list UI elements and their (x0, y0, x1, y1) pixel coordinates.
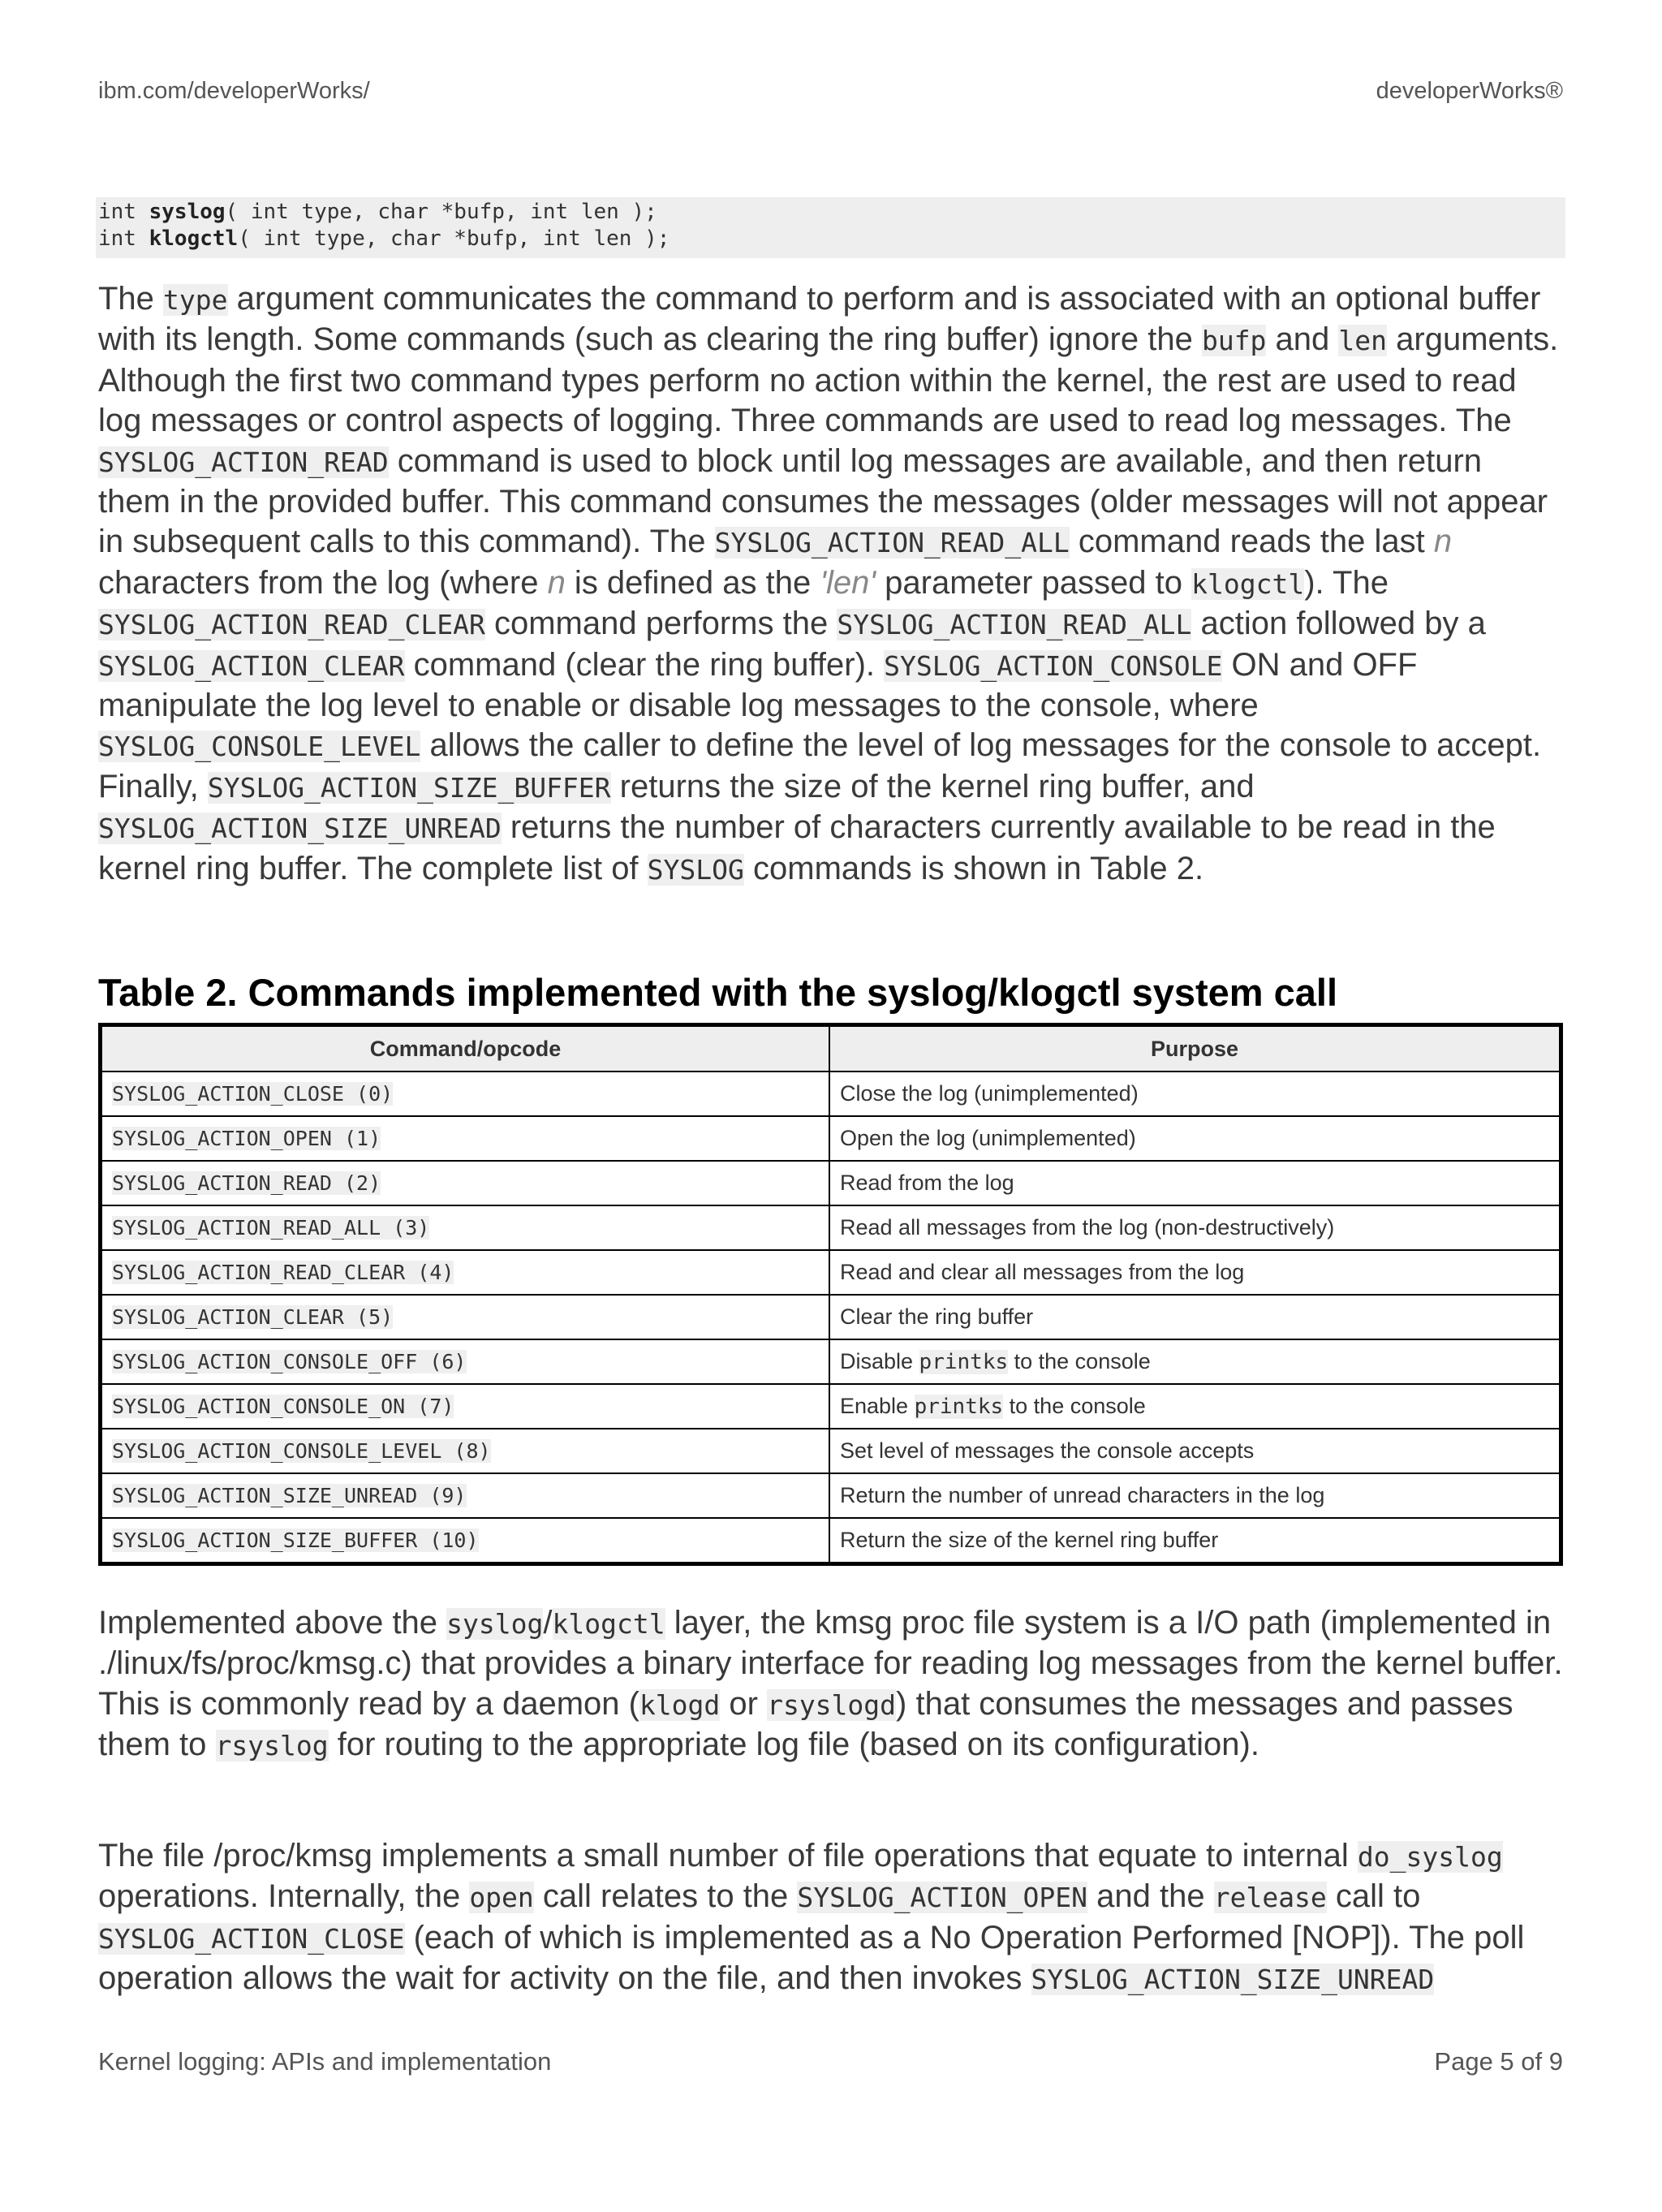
command-cell: SYSLOG_ACTION_OPEN (1) (112, 1127, 381, 1150)
command-cell: SYSLOG_ACTION_CLEAR (5) (112, 1305, 394, 1329)
table-header-row (101, 1025, 1561, 1072)
table-row (101, 1295, 1561, 1339)
command-cell: SYSLOG_ACTION_READ (2) (112, 1171, 381, 1195)
purpose-cell: Return the size of the kernel ring buffer (829, 1518, 1561, 1564)
paragraph-proc-kmsg-operations: The file /proc/kmsg implements a small number of file operations that equate to internal do_syslog operations. Internally, the open call relates to the SYSLOG_ACTION_OPEN and the release call to SYSLOG_ACTION_CLOSE (each of which is implemented as a No Operation Performed [NOP]). The poll operation allows the wait for activity on the file, and then invokes SYSLOG_ACTION_SIZE_UNREAD (98, 1838, 1525, 1997)
purpose-cell: Close the log (unimplemented) (829, 1072, 1561, 1116)
commands-table (98, 1023, 1563, 1566)
document-page (98, 0, 1563, 2212)
command-cell: SYSLOG_ACTION_SIZE_UNREAD (9) (112, 1484, 467, 1507)
table-row (101, 1429, 1561, 1473)
column-header-command: Command/opcode (101, 1025, 830, 1072)
command-cell: SYSLOG_ACTION_CONSOLE_OFF (6) (112, 1350, 467, 1373)
purpose-cell: Disable printks to the console (829, 1339, 1561, 1384)
column-header-purpose: Purpose (829, 1025, 1561, 1072)
purpose-cell: Read all messages from the log (non-destructively) (829, 1205, 1561, 1250)
header-url: ibm.com/developerWorks/ (98, 78, 370, 104)
table-row (101, 1518, 1561, 1564)
command-cell: SYSLOG_ACTION_SIZE_BUFFER (10) (112, 1529, 479, 1552)
purpose-cell: Enable printks to the console (829, 1384, 1561, 1429)
footer-title: Kernel logging: APIs and implementation (98, 2047, 552, 2076)
command-cell: SYSLOG_ACTION_CLOSE (0) (112, 1082, 394, 1106)
command-cell: SYSLOG_ACTION_CONSOLE_LEVEL (8) (112, 1439, 491, 1463)
purpose-cell: Open the log (unimplemented) (829, 1116, 1561, 1161)
code-block (96, 197, 1565, 258)
purpose-cell: Return the number of unread characters in the log (829, 1473, 1561, 1518)
table-row (101, 1473, 1561, 1518)
table-row (101, 1116, 1561, 1161)
table-title: Table 2. Commands implemented with the syslog/klogctl system call (98, 971, 1338, 1014)
table-row (101, 1384, 1561, 1429)
table-row (101, 1250, 1561, 1295)
command-cell: SYSLOG_ACTION_CONSOLE_ON (7) (112, 1395, 454, 1418)
paragraph-kmsg-proc: Implemented above the syslog/klogctl layer, the kmsg proc file system is a I/O path (implemented in ./linux/fs/proc/kmsg.c) that provides a binary interface for reading log messages from the kernel buffer. This is commonly read by a daemon (klogd or rsyslogd) that consumes the messages and passes them to rsyslog for routing to the appropriate log file (based on its configuration). (98, 1605, 1563, 1763)
purpose-cell: Clear the ring buffer (829, 1295, 1561, 1339)
code-line: int syslog( int type, char *bufp, int len ); (98, 200, 657, 224)
header-brand: developerWorks® (1376, 78, 1563, 104)
purpose-cell: Read from the log (829, 1161, 1561, 1205)
paragraph-type-argument: The type argument communicates the command to perform and is associated with an optional buffer with its length. Some commands (such as clearing the ring buffer) ignore the bufp and len arguments. Although the first two command types perform no action within the kernel, the rest are used to read log messages or control aspects of logging. Three commands are used to read log messages. The SYSLOG_ACTION_READ command is used to block until log messages are available, and then return them in the provided buffer. This command consumes the messages (older messages will not appear in subsequent calls to this command). The SYSLOG_ACTION_READ_ALL command reads the last n characters from the log (where n is defined as the 'len' parameter passed to klogctl). The SYSLOG_ACTION_READ_CLEAR command performs the SYSLOG_ACTION_READ_ALL action followed by a SYSLOG_ACTION_CLEAR command (clear the ring buffer). SYSLOG_ACTION_CONSOLE ON and OFF manipulate the log level to enable or disable log messages to the console, where SYSLOG_CONSOLE_LEVEL allows the caller to define the level of log messages for the console to accept. Finally, SYSLOG_ACTION_SIZE_BUFFER returns the size of the kernel ring buffer, and SYSLOG_ACTION_SIZE_UNREAD returns the number of characters currently available to be read in the kernel ring buffer. The complete list of SYSLOG commands is shown in Table 2. (98, 281, 1559, 886)
table-row (101, 1072, 1561, 1116)
command-cell: SYSLOG_ACTION_READ_CLEAR (4) (112, 1261, 454, 1284)
purpose-cell: Read and clear all messages from the log (829, 1250, 1561, 1295)
command-cell: SYSLOG_ACTION_READ_ALL (3) (112, 1216, 430, 1240)
table-row (101, 1161, 1561, 1205)
purpose-cell: Set level of messages the console accepts (829, 1429, 1561, 1473)
page-number: Page 5 of 9 (1434, 2047, 1563, 2076)
table-row (101, 1339, 1561, 1384)
code-line: int klogctl( int type, char *bufp, int len ); (98, 226, 670, 251)
table-row (101, 1205, 1561, 1250)
